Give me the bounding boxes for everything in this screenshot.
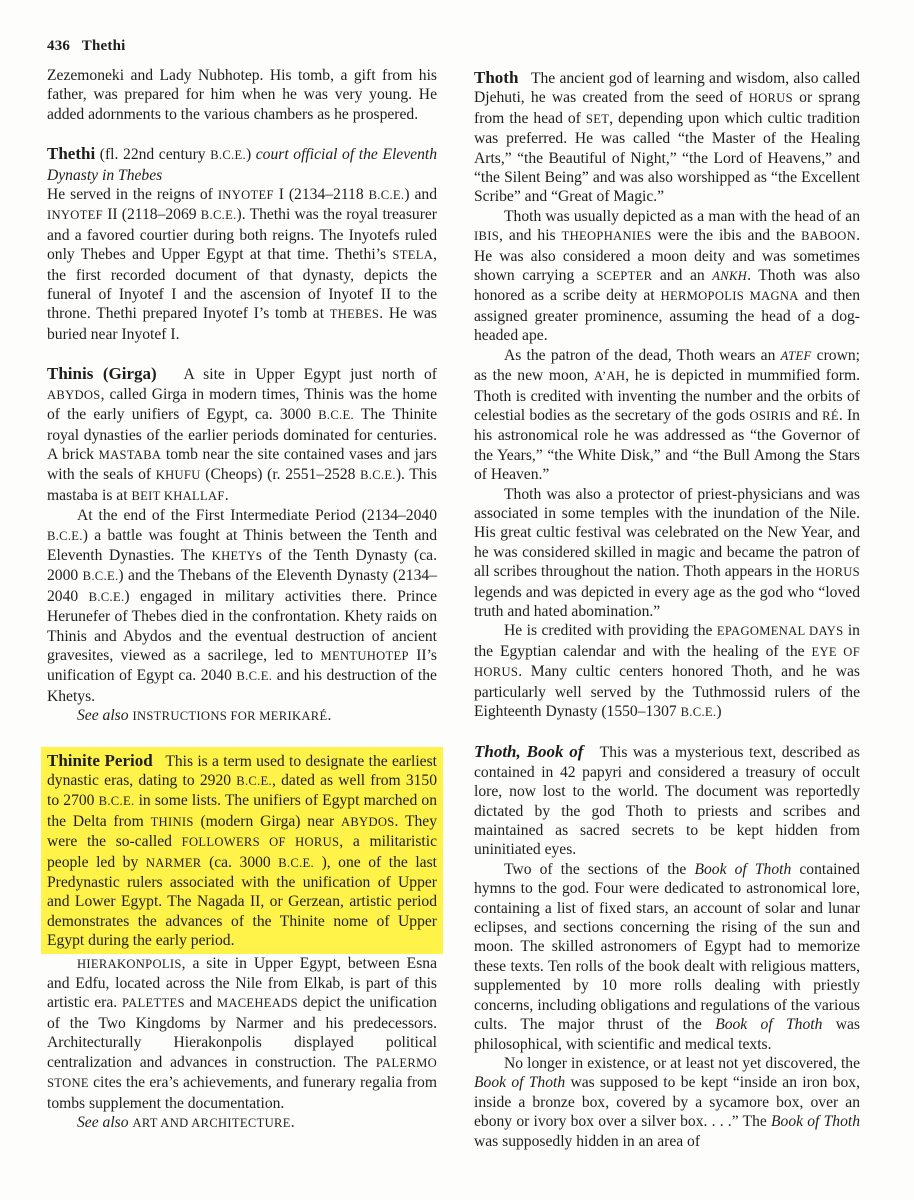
headword: Thinis (Girga): [47, 364, 157, 384]
cross-reference: ABYDOS: [47, 387, 101, 402]
entry-thinite-period: [47, 747, 437, 1134]
cross-reference: SCEPTER: [596, 269, 653, 284]
headword: Thethi: [47, 144, 96, 164]
cross-reference: HORUS: [748, 91, 793, 106]
headword: Thoth, Book of: [474, 742, 584, 762]
paragraph: Thoth, Book of This was a mysterious text, described as contained in 42 papyri and considered a treasury of occult lore, now lost to the world. The document was reportedly dictated by the god Thoth to priests and scribes and maintained as sacred secrets to be kept hidden from uninitiated eyes.: [474, 742, 860, 859]
left-column: [47, 66, 437, 1133]
see-also: See also ART AND ARCHITECTURE.: [77, 1113, 295, 1131]
cross-reference: MACEHEADS: [216, 996, 298, 1011]
cross-reference: KHUFU: [155, 468, 201, 483]
cross-reference: INYOTEF: [217, 188, 274, 203]
paragraph: Thinis (Girga) A site in Upper Egypt just north of ABYDOS, called Girga in modern times, Thinis was the home of the early unifiers of Egypt, ca. 3000 B.C.E. The Thinite royal dynasties of the earlier periods dominated for centuries. A brick MASTABA tomb near the site contained vases and jars with the seals of KHUFU (Cheops) (r. 2551–2528 B.C.E.). This mastaba is at BEIT KHALLAF.: [47, 364, 438, 504]
see-also: See also INSTRUCTIONS FOR MERIKARÉ.: [77, 707, 332, 725]
headword: Thinite Period: [47, 750, 153, 770]
cross-reference: ABYDOS: [340, 814, 395, 829]
paragraph: Thoth was usually depicted as a man with the head of an IBIS, and his THEOPHANIES were the ibis and the BABOON. He was also considered a moon deity and was sometimes shown carrying a SCEPTER and an ANKH. Thoth was also honored as a scribe deity at HERMOPOLIS MAGNA and then assigned greater prominence, assuming the head of a dog-headed ape.: [474, 207, 861, 345]
cross-reference: SET: [585, 111, 610, 126]
cross-reference: THEBES: [329, 307, 380, 322]
paragraph: He served in the reigns of INYOTEF I (2134–2118 B.C.E.) and INYOTEF II (2118–2069 B.C.E.). Thethi was the royal treasurer and a favored courtier during both reigns. The Inyotefs ruled only Thebes and Upper Egypt at that time. Thethi’s STELA, the first recorded document of that dynasty, depicts the funeral of Inyotef I and the ascension of Inyotef II to the throne. Thethi prepared Inyotef I’s tomb at THEBES. He was buried near Inyotef I.: [47, 186, 438, 343]
paragraph: At the end of the First Intermediate Period (2134–2040 B.C.E.) a battle was fought at Thinis between the Tenth and Eleventh Dynasties. The KHETYs of the Tenth Dynasty (ca. 2000 B.C.E.) and the Thebans of the Eleventh Dynasty (2134–2040 B.C.E.) engaged in military activities there. Prince Herunefer of Thebes died in the confrontation. Khety raids on Thinis and Abydos and the eventual destruction of ancient gravesites, viewed as a sacrilege, led to MENTUHOTEP II’s unification of Egypt ca. 2040 B.C.E. and his destruction of the Khetys.: [47, 507, 438, 705]
running-head: Thethi: [81, 38, 126, 54]
paragraph: No longer in existence, or at least not yet discovered, the Book of Thoth was supposed to be kept “inside an iron box, inside a bronze box, covered by a sycamore box, over an ebony or ivory box over a silver box. . . .” The Book of Thoth was supposedly hidden in an area of: [474, 1054, 860, 1150]
cross-reference: FOLLOWERS OF HORUS: [181, 835, 340, 850]
cross-reference: KHETY: [211, 548, 256, 563]
cross-reference: PALERMO STONE: [47, 1055, 438, 1091]
running-header: [47, 38, 126, 55]
headword: Thoth: [474, 68, 519, 87]
continuation-paragraph: Zezemoneki and Lady Nubhotep. His tomb, a gift from his father, was prepared for him when he was very young. He added adornments to the various chambers as he prospered.: [47, 67, 437, 123]
see-also-link[interactable]: INSTRUCTIONS FOR MERIKARÉ: [132, 709, 328, 724]
cross-reference: THINIS: [150, 814, 194, 829]
highlighted-paragraph: Thinite Period This is a term used to designate the earliest dynastic eras, dating to 2920 B.C.E., dated as well from 3150 to 2700 B.C.E. in some lists. The unifiers of Egypt marched on the Delta from THINIS (modern Girga) near ABYDOS. They were the so-called FOLLOWERS OF HORUS, a militaristic people led by NARMER (ca. 3000 B.C.E. ), one of the last Predynastic rulers associated with the unification of Upper and Lower Egypt. The Nagada II, or Gerzean, artistic period demonstrates the advances of the Thinite nome of Upper Egypt during the early period.: [41, 747, 443, 954]
cross-reference: MASTABA: [98, 447, 162, 462]
entry-descriptor: court official of the Eleventh Dynasty in Thebes: [47, 146, 437, 184]
cross-reference: INYOTEF: [47, 208, 103, 223]
cross-reference: HIERAKONPOLIS: [77, 956, 182, 971]
entry-book-of-thoth: [474, 742, 860, 1151]
right-column: [474, 68, 860, 1151]
cross-reference: MENTUHOTEP: [320, 648, 409, 663]
cross-reference: HERMOPOLIS MAGNA: [660, 289, 799, 304]
paragraph: Thoth was also a protector of priest-physicians and was associated in some temples with the inundation of the Nile. His great cultic festival was celebrated on the New Year, and he was considered skilled in magic and became the patron of all scribes throughout the nation. Thoth appears in the HORUS legends and was depicted in every age as the god who “loved truth and hated abomination.”: [474, 485, 860, 620]
entry-thoth: [474, 68, 860, 722]
paragraph: Two of the sections of the Book of Thoth contained hymns to the god. Four were dedicated to astronomical lore, containing a list of fixed stars, an account of solar and lunar eclipses, and sections concerning the rising of the sun and moon. The skilled astronomers of Egypt had to memorize these texts. Ten rolls of the book dealt with religious matters, supplemented by 10 more rolls dealing with priestly concerns, including obligations and regulations of the various cults. The major thrust of the Book of Thoth was philosophical, with scientific and medical texts.: [474, 860, 860, 1053]
paragraph: Thoth The ancient god of learning and wisdom, also called Djehuti, he was created from the seed of HORUS or sprang from the head of SET, depending upon which cultic tradition was preferred. He was called “the Master of the Healing Arts,” “the Beautiful of Night,” “the Lord of Heavens,” and “the Silent Being” and was also worshipped as “the Excellent Scribe” and “Great of Magic.”: [474, 68, 860, 206]
paragraph: As the patron of the dead, Thoth wears an ATEF crown; as the new moon, A’AH, he is depicted in mummified form. Thoth is credited with inventing the number and the orbits of celestial bodies as the secretary of the gods OSIRIS and RÉ. In his astronomical role he was addressed as “the Governor of the Years,” “the White Disk,” and “the Bull Among the Stars of Heaven.”: [474, 346, 861, 484]
cross-reference: THEOPHANIES: [561, 229, 652, 244]
cross-reference: RÉ: [822, 408, 839, 423]
cross-reference: ATEF: [780, 348, 812, 363]
entry-thethi: [47, 144, 437, 344]
page-number: 436: [47, 38, 71, 54]
cross-reference: STELA: [392, 248, 434, 263]
cross-reference: ANKH: [712, 269, 748, 284]
cross-reference: IBIS: [474, 229, 499, 244]
cross-reference: HORUS: [815, 565, 860, 580]
cross-reference: EYE OF HORUS: [474, 644, 860, 680]
paragraph: Thethi (fl. 22nd century B.C.E.) court official of the Eleventh Dynasty in Thebes: [47, 144, 437, 184]
cross-reference: NARMER: [145, 855, 202, 870]
entry-thinis: [47, 364, 437, 726]
cross-reference: PALETTES: [121, 996, 185, 1011]
paragraph: HIERAKONPOLIS, a site in Upper Egypt, between Esna and Edfu, located across the Nile from Elkab, is part of this artistic era. PALETTES and MACEHEADS depict the unification of the Two Kingdoms by Narmer and his predecessors. Architecturally Hierakonpolis displayed political centralization and advances in construction. The PALERMO STONE cites the era’s achievements, and funerary regalia from tombs supplement the documentation.: [47, 954, 438, 1112]
cross-reference: BABOON: [801, 229, 857, 244]
cross-reference: A’AH: [593, 369, 626, 384]
paragraph: He is credited with providing the EPAGOMENAL DAYS in the Egyptian calendar and with the healing of the EYE OF HORUS. Many cultic centers honored Thoth, and he was particularly well served by the Tuthmossid rulers of the Eighteenth Dynasty (1550–1307 B.C.E.): [474, 622, 860, 720]
cross-reference: EPAGOMENAL DAYS: [716, 624, 844, 639]
see-also-link[interactable]: ART AND ARCHITECTURE: [132, 1115, 291, 1130]
cross-reference: BEIT KHALLAF: [131, 488, 225, 503]
cross-reference: OSIRIS: [749, 408, 792, 423]
